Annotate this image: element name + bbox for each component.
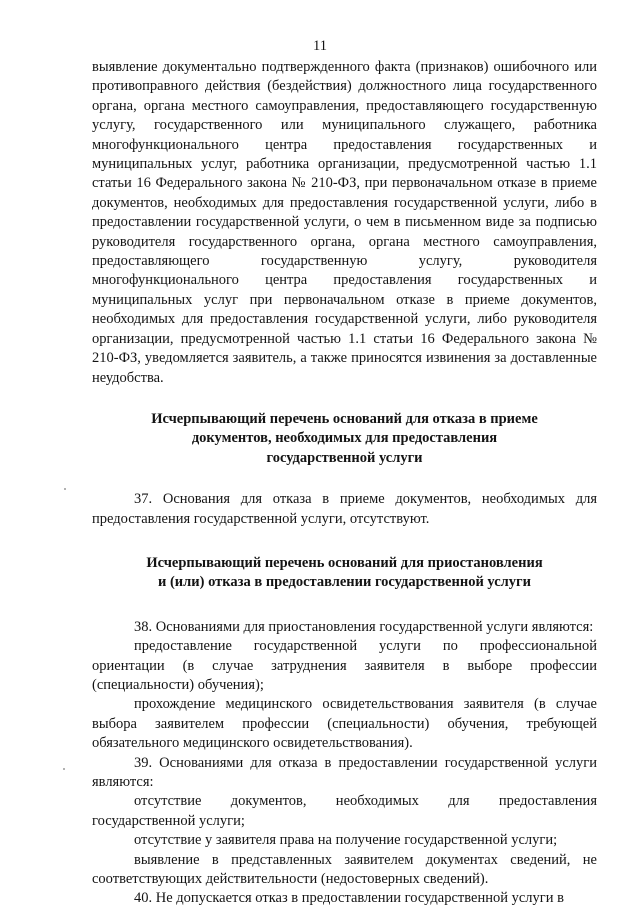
paragraph-39-lead: 39. Основаниями для отказа в предоставлении государственной услуги являются: bbox=[92, 754, 597, 790]
heading-line: государственной услуги bbox=[266, 449, 423, 466]
intro-paragraph: выявление документально подтвержденного факта (признаков) ошибочного или противоправного действия (бездействия) должностного лица государственного органа, органа местного самоуправления, предоставляющего государственную услугу, государственного или муниципального служащего, работника многофункционального центра предоставления государственных и муниципальных услуг, работника организации, предусмотренной частью 1.1 статьи 16 Федерального закона № 210-ФЗ, при первоначальном отказе в приеме документов, необходимых для предоставления государственной услуги, либо в предоставлении государственной услуги, о чем в письменном виде за подписью руководителя государственного органа, органа местного самоуправления, предоставляющего государственную услугу, руководителя многофункционального центра предоставления государственных и муниципальных услуг при первоначальном отказе в приеме документов, необходимых для предоставления государственной услуги, либо руководителя организации, предусмотренной частью 1.1 статьи 16 Федерального закона № 210-ФЗ, уведомляется заявитель, а также приносятся извинения за доставленные неудобства. bbox=[92, 59, 597, 386]
paragraph-38 bbox=[92, 618, 597, 754]
section-heading-suspension-refusal bbox=[92, 554, 597, 593]
heading-line: и (или) отказа в предоставлении государственной услуги bbox=[158, 574, 531, 591]
paragraph-40: 40. Не допускается отказ в предоставлении государственной услуги в bbox=[134, 890, 564, 907]
list-item: предоставление государственной услуги по профессиональной ориентации (в случае затруднения заявителя в выборе профессии (специальности) обучения); bbox=[92, 638, 597, 693]
list-item: отсутствие у заявителя права на получение государственной услуги; bbox=[134, 832, 558, 849]
paragraph-37: 37. Основания для отказа в приеме документов, необходимых для предоставления государственной услуги, отсутствуют. bbox=[92, 491, 597, 527]
list-item: прохождение медицинского освидетельствования заявителя (в случае выбора заявителем профессии (специальности) обучения, требующей обязательного медицинского освидетельствования). bbox=[92, 696, 597, 752]
page-number: 11 bbox=[313, 38, 327, 54]
heading-line: документов, необходимых для предоставления bbox=[191, 430, 498, 447]
scan-speck bbox=[63, 768, 65, 770]
paragraph-39 bbox=[92, 754, 597, 890]
scan-speck bbox=[64, 488, 66, 490]
paragraph-38-lead: 38. Основаниями для приостановления государственной услуги являются: bbox=[134, 618, 594, 635]
list-item: выявление в представленных заявителем документах сведений, не соответствующих действительности (недостоверных сведений). bbox=[92, 851, 597, 888]
heading-line: Исчерпывающий перечень оснований для отказа в приеме bbox=[151, 410, 538, 427]
heading-line: Исчерпывающий перечень оснований для приостановления bbox=[146, 554, 543, 571]
list-item: отсутствие документов, необходимых для предоставления государственной услуги; bbox=[92, 793, 597, 829]
section-heading-refusal-acceptance bbox=[92, 410, 597, 468]
document-body bbox=[92, 58, 597, 909]
